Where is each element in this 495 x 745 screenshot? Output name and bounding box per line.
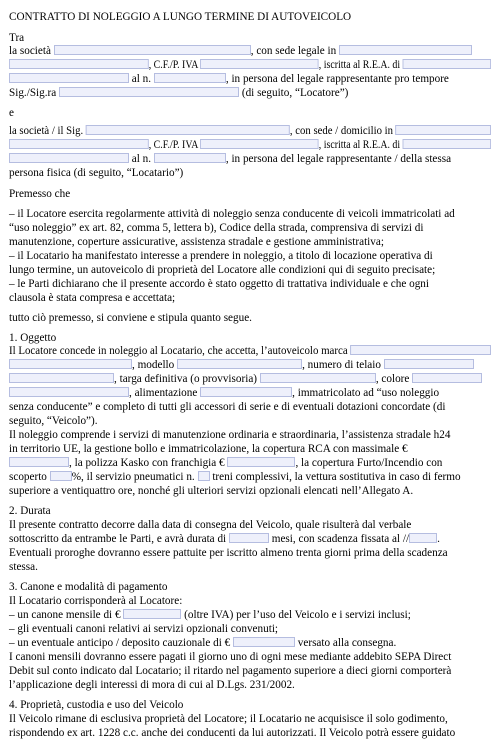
rca-limit-field[interactable] [9, 457, 69, 467]
vehicle-color-field[interactable] [412, 373, 482, 383]
duration-months-field[interactable] [229, 533, 269, 543]
s3-line-1: Il Locatario corrisponderà al Locatore: [9, 595, 183, 607]
theft-uncovered-percent-field[interactable] [50, 471, 72, 481]
vehicle-brand-field[interactable] [350, 345, 491, 355]
locatario-name-field[interactable] [86, 125, 290, 135]
locatore-line-4: Sig./Sig.ra (di seguito, “Locatore”) [9, 87, 349, 99]
premise-1-line-2: “uso noleggio” ex art. 82, comma 5, lettera b), Codice della strada, comprensiva di servizi di [9, 222, 424, 234]
s1-line-10: scoperto %, il servizio pneumatici n. treni complessivi, la vettura sostitutiva in caso di fermo [9, 471, 461, 483]
s1-line-9: , la polizza Kasko con franchigia € , la copertura Furto/Incendio con [9, 456, 442, 470]
locatario-line-3: al n. , in persona del legale rappresentante / della stessa [9, 152, 451, 166]
premise-2-line-1: – il Locatario ha manifestato interesse a prendere in noleggio, a titolo di locazione operativa di [9, 250, 433, 262]
vehicle-fuel-field[interactable] [200, 387, 292, 397]
document-title: CONTRATTO DI NOLEGGIO A LUNGO TERMINE DI AUTOVEICOLO [9, 11, 352, 23]
s3-line-4: – un eventuale anticipo / deposito cauzionale di € versato alla consegna. [9, 637, 397, 649]
vehicle-chassis-cont-field[interactable] [9, 373, 114, 383]
locatario-rea-city-field[interactable] [403, 139, 491, 149]
section-1-heading: 1. Oggetto [9, 332, 57, 344]
s1-line-1: Il Locatore concede in noleggio al Locatario, che accetta, l’autoveicolo marca [9, 344, 491, 358]
s2-line-4: stessa. [9, 561, 38, 573]
vehicle-brand-cont-field[interactable] [9, 359, 132, 369]
vehicle-chassis-field[interactable] [384, 359, 474, 369]
locatore-company-field[interactable] [54, 45, 251, 55]
locatore-line-1: la società , con sede legale in [9, 44, 472, 58]
locatario-rea-prefix-field[interactable] [9, 153, 129, 163]
locatario-line-2: , C.F./P. IVA , iscritta al R.E.A. di [9, 138, 491, 152]
locatore-vat-field[interactable] [9, 59, 149, 69]
section-4-heading: 4. Proprietà, custodia e uso del Veicolo [9, 699, 184, 711]
kasko-deductible-field[interactable] [227, 457, 295, 467]
locatore-representative-field[interactable] [59, 87, 239, 97]
locatario-line-1: la società / il Sig. , con sede / domicilio in [9, 124, 491, 138]
premise-2-line-2: lungo termine, un autoveicolo di proprietà del Locatore alle condizioni qui di seguito precisate; [9, 264, 436, 276]
s4-line-1: Il Veicolo rimane di esclusiva proprietà del Locatore; il Locatario ne acquisisce il solo godimento, [9, 713, 448, 725]
s3-line-5: I canoni mensili dovranno essere pagati il giorno uno di ogni mese mediante addebito SEPA Direct [9, 651, 452, 663]
tyre-sets-field[interactable] [198, 471, 210, 481]
s1-line-4: , alimentazione , immatricolato ad “uso noleggio [9, 386, 439, 400]
s3-line-3: – gli eventuali canoni relativi ai servizi opzionali convenuti; [9, 623, 279, 635]
vehicle-model-field[interactable] [177, 359, 302, 369]
s3-line-6: Debit sul conto indicato dal Locatario; il ritardo nel pagamento superiore a dieci giorni comporterà [9, 665, 452, 677]
locatario-tax-field[interactable] [200, 139, 319, 149]
expiry-date-field[interactable] [409, 533, 437, 543]
s1-line-2: , modello , numero di telaio [9, 358, 474, 372]
section-3-heading: 3. Canone e modalità di pagamento [9, 581, 168, 593]
premesso-heading: Premesso che [9, 188, 71, 200]
locatore-line-2: , C.F./P. IVA , iscritta al R.E.A. di [9, 58, 491, 72]
between-label: Tra [9, 32, 25, 44]
s2-line-3: Eventuali proroghe dovranno essere pattuite per iscritto almeno trenta giorni prima della scadenza [9, 547, 448, 559]
s1-line-8: in territorio UE, la gestione bollo e immatricolazione, la copertura RCA con massimale € [9, 443, 408, 455]
locatario-vat-field[interactable] [9, 139, 149, 149]
premise-1-line-1: – il Locatore esercita regolarmente attività di noleggio senza conducente di veicoli immatricolati ad [9, 208, 455, 220]
premise-3-line-2: clausola è stata compresa e accettata; [9, 292, 176, 304]
s2-line-1: Il presente contratto decorre dalla data di consegna del Veicolo, quale risulterà dal verbale [9, 519, 412, 531]
s1-line-3: , targa definitiva (o provvisoria) , colore [9, 372, 482, 386]
locatario-rea-number-field[interactable] [154, 153, 226, 163]
locatore-line-3: al n. , in persona del legale rappresentante pro tempore [9, 72, 449, 86]
s3-line-7: l’applicazione degli interessi di mora di cui al D.Lgs. 231/2002. [9, 679, 295, 691]
locatore-seat-field[interactable] [339, 45, 472, 55]
s1-line-5: senza conducente” e completo di tutti gli accessori di serie e di eventuali dotazioni concordate (di [9, 401, 446, 413]
premesso-conclusion: tutto ciò premesso, si conviene e stipula quanto segue. [9, 312, 252, 324]
vehicle-plate-field[interactable] [260, 373, 376, 383]
and-label: e [9, 107, 14, 119]
section-2-heading: 2. Durata [9, 505, 51, 517]
s3-line-2: – un canone mensile di € (oltre IVA) per l’uso del Veicolo e i servizi inclusi; [9, 609, 411, 621]
vehicle-color-cont-field[interactable] [9, 387, 129, 397]
locatore-tax-field[interactable] [200, 59, 319, 69]
premise-1-line-3: manutenzione, coperture assicurative, assistenza stradale e gestione amministrativa; [9, 236, 384, 248]
s4-line-2: rispondendo ex art. 1228 c.c. anche dei conducenti da lui autorizzati. Il Veicolo potrà essere guidato [9, 727, 456, 739]
monthly-fee-field[interactable] [123, 609, 181, 619]
s1-line-6: seguito, “Veicolo”). [9, 415, 98, 427]
locatore-rea-city-field[interactable] [403, 59, 491, 69]
s2-line-2: sottoscritto da entrambe le Parti, e avrà durata di mesi, con scadenza fissata al // . [9, 533, 440, 545]
s1-line-7: Il noleggio comprende i servizi di manutenzione ordinaria e straordinaria, l’assistenza stradale h24 [9, 429, 451, 441]
locatario-line-4: persona fisica (di seguito, “Locatario”) [9, 167, 184, 179]
locatario-seat-field[interactable] [396, 125, 492, 135]
deposit-field[interactable] [233, 637, 295, 647]
premise-3-line-1: – le Parti dichiarano che il presente accordo è stato oggetto di trattativa individuale e che ogni [9, 278, 430, 290]
locatore-rea-number-field[interactable] [154, 73, 226, 83]
s1-line-11: superiore a ventiquattro ore, nonché gli ulteriori servizi opzionali elencati nell’Allegato A. [9, 485, 414, 497]
locatore-rea-prefix-field[interactable] [9, 73, 129, 83]
